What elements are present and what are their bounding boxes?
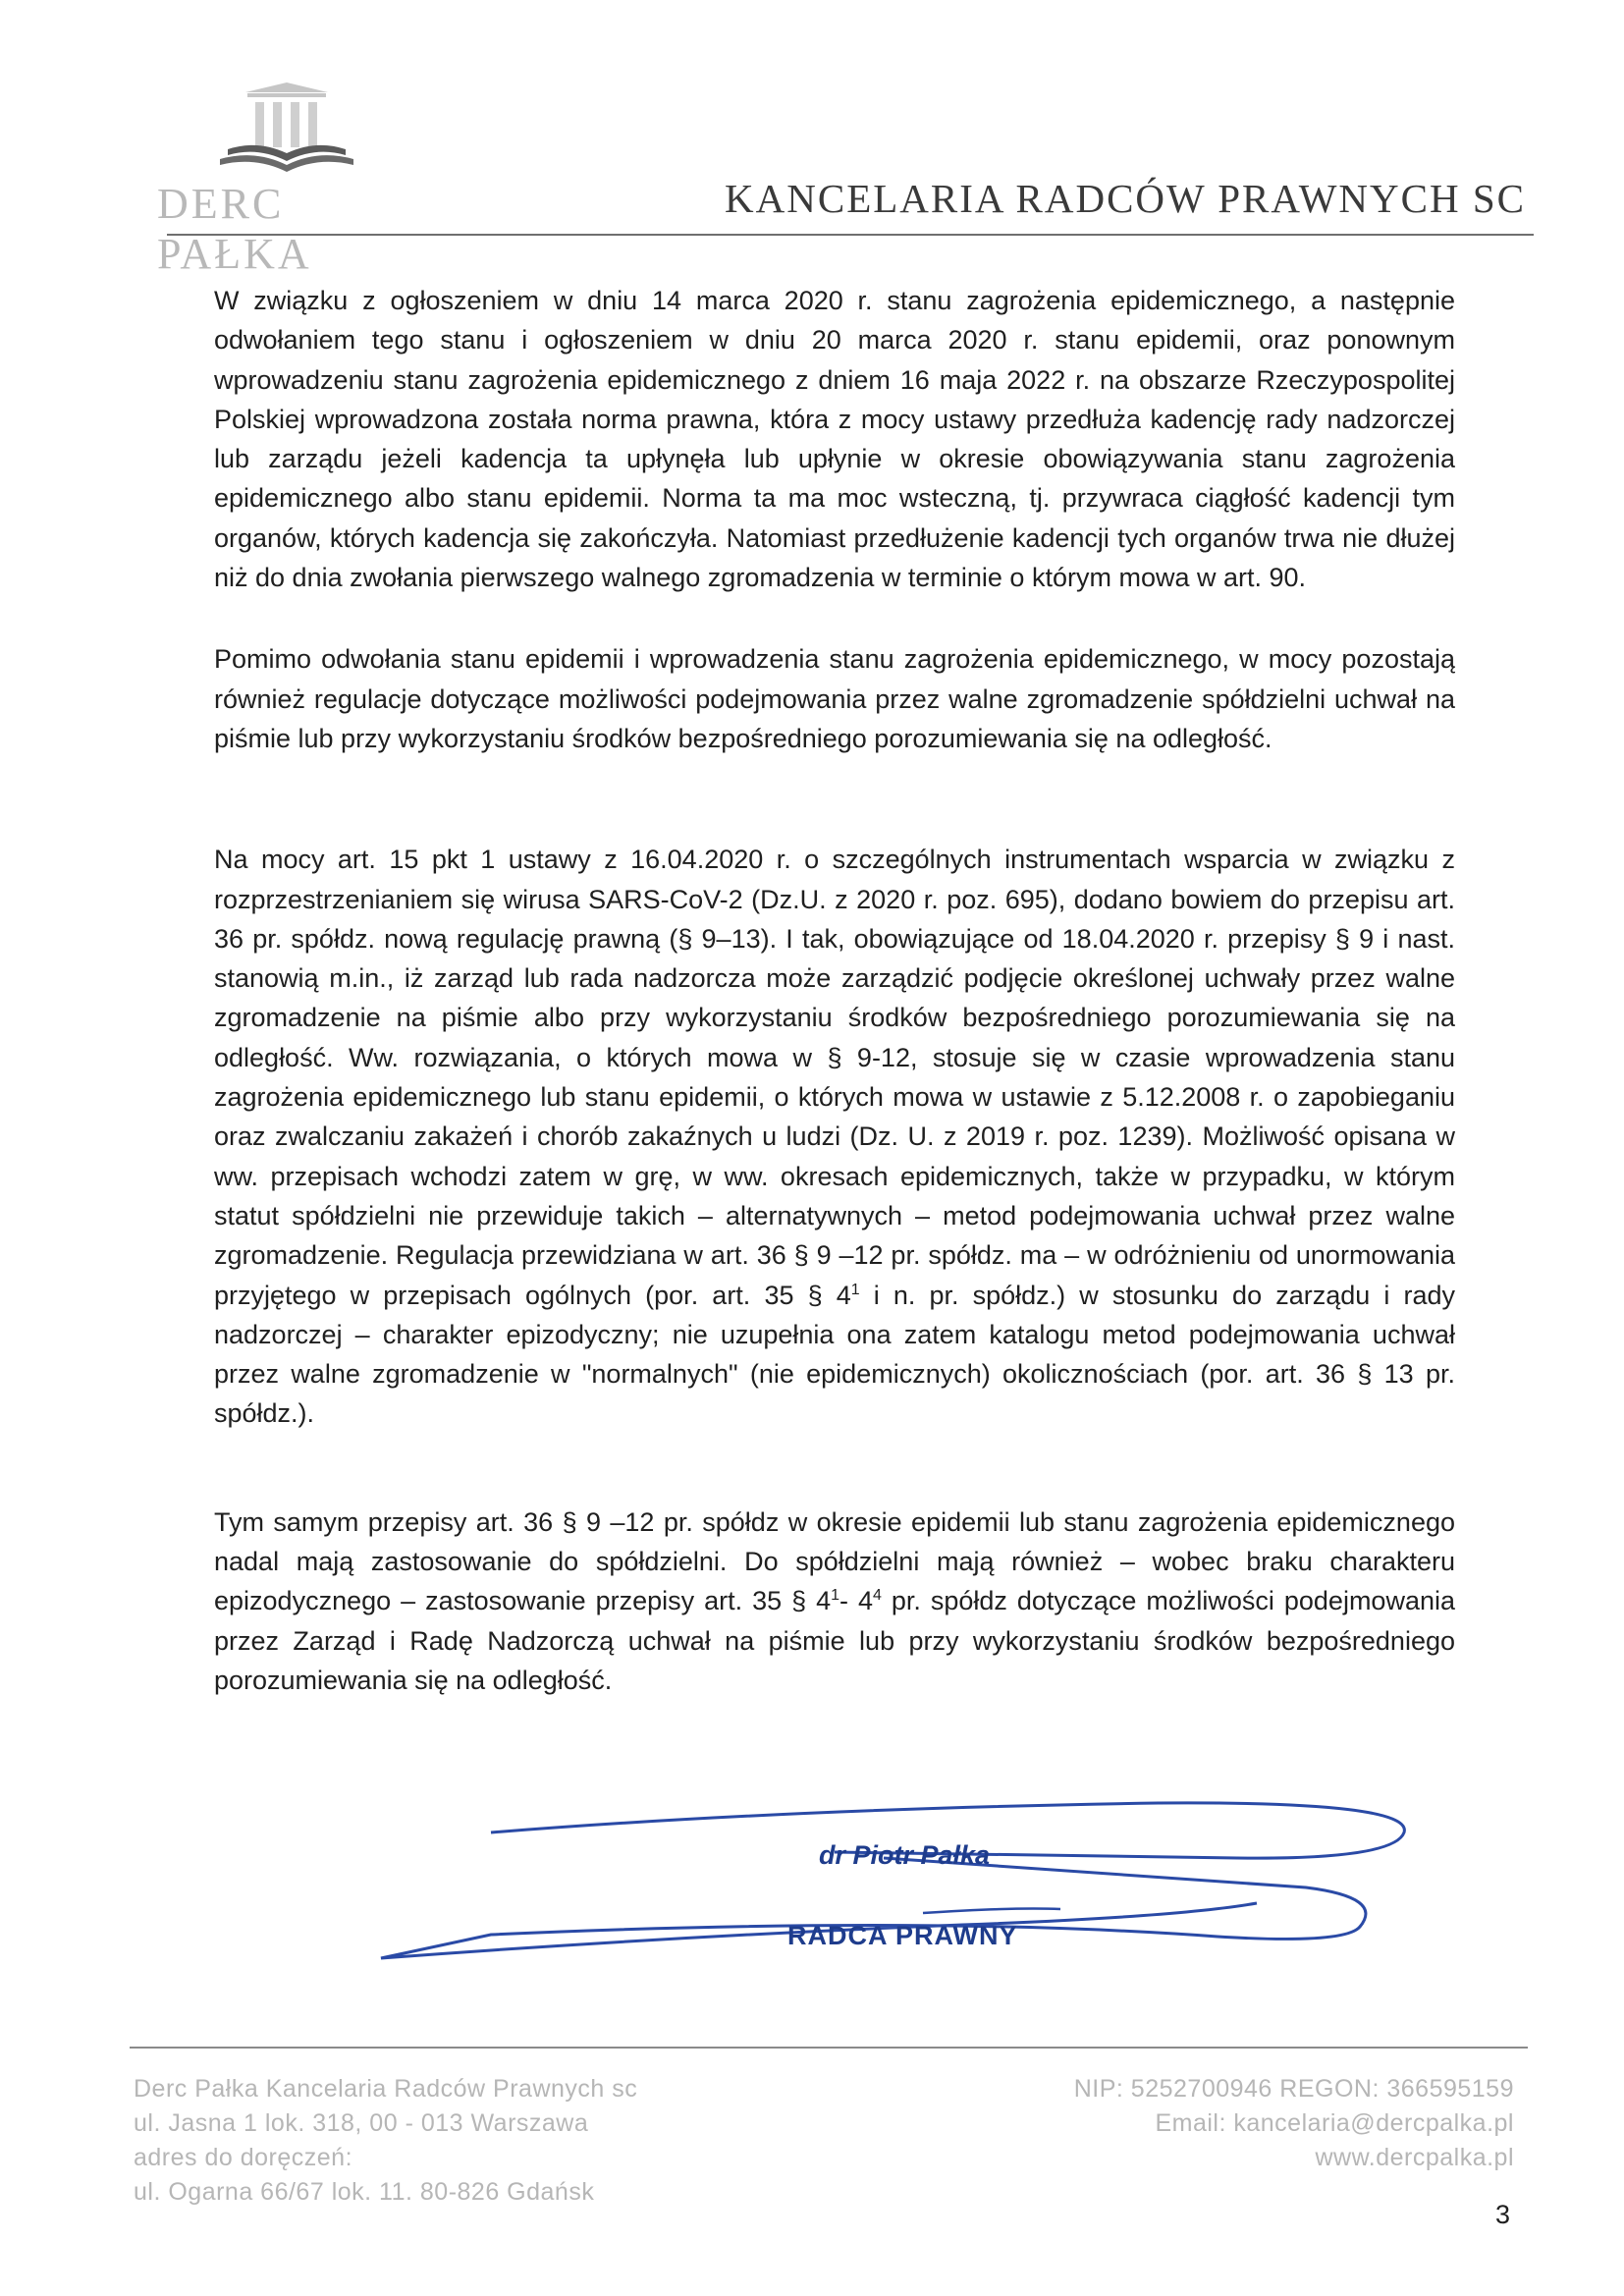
page-number: 3 xyxy=(1494,2200,1510,2229)
signatory-name: dr Piotr Pałka xyxy=(819,1840,991,1870)
logo-wordmark: DERC PAŁKA xyxy=(157,180,312,278)
paragraph-3 xyxy=(214,840,1455,1433)
paragraph-4 xyxy=(214,1503,1455,1700)
paragraph-3-text: Na mocy art. 15 pkt 1 ustawy z 16.04.2020 r. o szczególnych instrumentach wsparcia w związku z rozprzestrzenianiem się wirusa SARS-CoV-2 (Dz.U. z 2020 r. poz. 695), dodano bowiem do przepisu art. 36 pr. spółdz. nową regulację prawną (§ 9–13). I tak, obowiązujące od 18.04.2020 r. przepisy § 9 i nast. stanowią m.in., iż zarząd lub rada nadzorcza może zarządzić podjęcie określonej uchwały przez walne zgromadzenie na piśmie albo przy wykorzystaniu środków bezpośredniego porozumiewania się na odległość. Ww. rozwiązania, o których mowa w § 9-12, stosuje się w czasie wprowadzenia stanu zagrożenia epidemicznego lub stanu epidemii, o których mowa w ustawie z 5.12.2008 r. o zapobieganiu oraz zwalczaniu zakażeń i chorób zakaźnych u ludzi (Dz. U. z 2019 r. poz. 1239). Możliwość opisana w ww. przepisach wchodzi zatem w grę, w ww. okresach epidemicznych, także w przypadku, w którym statut spółdzielni nie przewiduje takich – alternatywnych – metod podejmowania uchwał przez walne zgromadzenie. Regulacja przewidziana w art. 36 § 9 –12 pr. spółdz. ma – w odróżnieniu od unormowania przyjętego w przepisach ogólnych (por. art. xyxy=(214,845,1455,1310)
firm-logo xyxy=(157,81,432,278)
footer-tax-ids: NIP: 5252700946 REGON: 366595159 xyxy=(1073,2075,1514,2103)
columns-book-logo-icon xyxy=(208,81,365,174)
letter-body xyxy=(214,281,1455,1700)
paragraph-4-range: - 4 xyxy=(839,1586,873,1616)
firm-title: KANCELARIA RADCÓW PRAWNYCH SC xyxy=(725,176,1526,221)
paragraph-3-ref-cont: i n. pr. spółdz.) w stosunku do zarządu i rady nadzorczej – charakter epizodyczny; xyxy=(214,1280,1455,1349)
footer-divider xyxy=(130,2047,1528,2049)
handwritten-signature xyxy=(373,1789,1434,1986)
superscript: 1 xyxy=(850,1281,860,1298)
footer-line: adres do doręczeń: xyxy=(134,2144,353,2171)
paragraph-2: Pomimo odwołania stanu epidemii i wprowadzenia stanu zagrożenia epidemicznego, w mocy pozostają również regulacje dotyczące możliwości podejmowania przez walne zgromadzenie spółdzielni uchwał na piśmie lub przy wykorzystaniu środków bezpośredniego porozumiewania się na odległość. xyxy=(214,644,1455,753)
signature-block xyxy=(373,1789,1434,1986)
paragraph-1: W związku z ogłoszeniem w dniu 14 marca 2020 r. stanu zagrożenia epidemicznego, a następnie odwołaniem tego stanu i ogłoszeniem w dniu 20 marca 2020 r. stanu epidemii, oraz ponownym wprowadzeniu stanu zagrożenia epidemicznego z dniem 16 maja 2022 r. na obszarze Rzeczypospolitej Polskiej wprowadzona została norma prawna, która z mocy ustawy przedłuża kadencję rady nadzorczej lub zarządu jeżeli kadencja ta upłynęła lub upłynie w okresie obowiązywania stanu zagrożenia epidemicznego albo stanu epidemii. Norma ta ma moc wsteczną, tj. przywraca ciągłość kadencji tym organów, których kadencja się zakończyła. Natomiast przedłużenie kadencji tych organów trwa nie dłużej niż do dnia zwołania pierwszego walnego zgromadzenia w terminie o którym mowa w art. 90. xyxy=(214,286,1455,593)
header-divider xyxy=(167,234,1534,236)
footer-website: www.dercpalka.pl xyxy=(1315,2144,1514,2171)
footer-line: Derc Pałka Kancelaria Radców Prawnych sc xyxy=(134,2075,638,2103)
footer-email: Email: kancelaria@dercpalka.pl xyxy=(1155,2109,1514,2137)
footer-address xyxy=(134,2072,637,2210)
superscript: 1 xyxy=(831,1587,840,1605)
superscript: 4 xyxy=(873,1587,882,1605)
paragraph-4-end: pr. spółdz dotyczące możliwości podejmowania przez Zarząd i Radę Nadzorczą uchwał na piśmie lub przy wykorzystaniu środków bezpośredniego porozumiewania się na odległość. xyxy=(214,1586,1455,1695)
paragraph-3-end: nie uzupełnia ona zatem katalogu metod podejmowania uchwał przez walne zgromadzenie w "normalnych" (nie epidemicznych) okolicznościach (por. art. 36 § 13 pr. spółdz.). xyxy=(214,1319,1455,1429)
signatory-role: RADCA PRAWNY xyxy=(787,1921,1018,1950)
footer-contact xyxy=(1074,2072,1514,2175)
paragraph-4-text: Tym samym przepisy art. 36 § 9 –12 pr. spółdz w okresie epidemii lub stanu zagrożenia epidemicznego nadal mają zastosowanie do spółdzielni. Do spółdzielni mają również – wobec braku charakteru epizodycznego – zastosowanie przepisy art. 35 § 4 xyxy=(214,1506,1455,1616)
paragraph-3-ref: 35 § 4 xyxy=(764,1280,851,1310)
footer-line: ul. Ogarna 66/67 lok. 11. 80-826 Gdańsk xyxy=(134,2178,595,2206)
footer-line: ul. Jasna 1 lok. 318, 00 - 013 Warszawa xyxy=(134,2109,589,2137)
